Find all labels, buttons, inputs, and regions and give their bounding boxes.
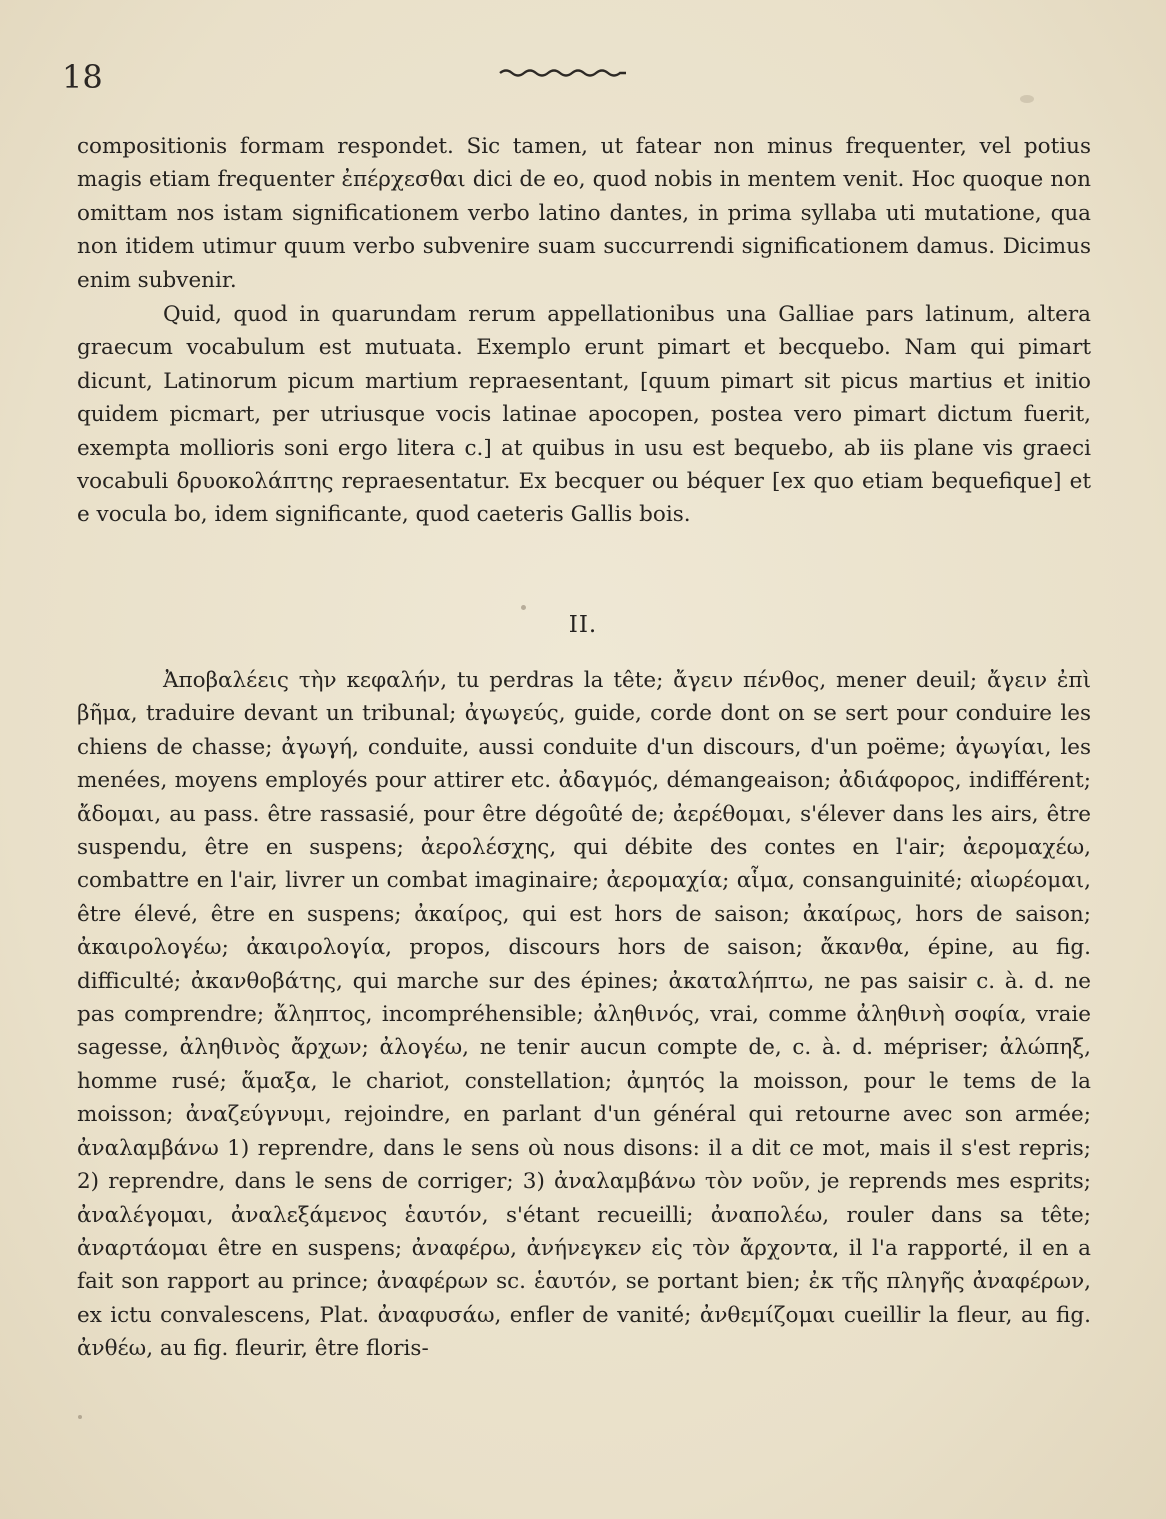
paragraph-3-text: Ἀποβαλέεις τὴν κεφαλήν, tu perdras la tête; ἄγειν πένθος, mener deuil; ἄγειν ἐπὶ βῆμα, traduire devant un tribunal; ἀγωγεύς, guide, corde dont on se sert pour conduire les chiens de chasse; ἀγωγή, conduite, aussi conduite d'un discours, d'un poëme; ἀγωγίαι, les menées, moyens employés pour attirer etc. ἀδαγμός, démangeaison; ἀδιάφορος, indifférent; ἄδομαι, au pass. être rassasié, pour être dégoûté de; ἀερέθομαι, s'élever dans les airs, être suspendu, être en suspens; ἀερολέσχης, qui débite des contes en l'air; ἀερομαχέω, combattre en l'air, livrer un combat imaginaire; ἀερομαχία; αἷμα, consanguinité; αἰωρέομαι, être élevé, être en suspens; ἀκαίρος, qui est hors de saison; ἀκαίρως, hors de saison; ἀκαιρολογέω; ἀκαιρολογία, propos, discours hors de saison; ἄκανθα, épine, au fig. difficulté; ἀκανθοβάτης, qui marche sur des épines; ἀκαταλήπτω, ne pas saisir c. à. d. ne pas comprendre; ἄληπτος, incompréhensible; ἀληθινός, vrai, comme ἀληθινὴ σοφία, vraie sagesse, ἀληθινὸς ἄρχων; ἀλογέω, ne tenir aucun compte de, c. à. d. mépriser; ἀλώπηξ, homme rusé; ἅμαξα, le chariot, constellation; ἀμητός la moisson, pour le tems de la moisson; ἀναζεύγνυμι, rejoindre, en parlant d'un général qui retourne avec son armée; ἀναλαμβάνω 1) reprendre, dans le sens où nous disons: il a dit ce mot, mais il s'est repris; 2) reprendre, dans le sens de corriger; 3) ἀναλαμβάνω τὸν νοῦν, je reprends mes esprits; ἀναλέγομαι, ἀναλεξάμενος ἑαυτόν, s'étant recueilli; ἀναπολέω, rouler dans sa tête; ἀναρτάομαι être en suspens; ἀναφέρω, ἀνήνεγκεν εἰς τὸν ἄρχοντα, il l'a rapporté, il en a fait son rapport au prince; ἀναφέρων sc. ἑαυτόν, se portant bien; ἐκ τῆς πληγῆς ἀναφέρων, ex ictu convalescens, Plat. ἀναφυσάω, enfler de vanité; ἀνθεμίζομαι cueillir la fleur, au fig. ἀνθέω, au fig. fleurir, être floris-	[77, 668, 1091, 1362]
paper-speck	[1020, 95, 1034, 103]
paragraph-latin-2	[77, 298, 1091, 532]
paper-speck	[78, 1415, 82, 1419]
paragraph-2-text: Quid, quod in quarundam rerum appellationibus una Galliae pars latinum, altera graecum vocabulum est mutuata. Exemplo erunt pimart et becquebo. Nam qui pimart dicunt, Latinorum picum martium repraesentant, [quum pimart sit picus martius et initio quidem picmart, per utriusque vocis latinae apocopen, postea vero pimart dictum fuerit, exempta mollioris soni ergo litera c.] at quibus in usu est bequebo, ab iis plane vis graeci vocabuli δρυοκολάπτης repraesentatur. Ex becquer ou béquer [ex quo etiam bequefique] et e vocula bo, idem significante, quod caeteris Gallis bois.	[77, 302, 1091, 528]
paragraph-glossary	[77, 664, 1091, 1366]
section-heading: II.	[568, 612, 598, 638]
ornamental-rule	[498, 66, 628, 78]
paragraph-1-text: compositionis formam respondet. Sic tamen, ut fatear non minus frequenter, vel potius magis etiam frequenter ἐπέρχεσθαι dici de eo, quod nobis in mentem venit. Hoc quoque non omittam nos istam significationem verbo latino dantes, in prima syllaba uti mutatione, qua non itidem utimur quum verbo subvenire suam succurrendi significationem damus. Dicimus enim subvenir.	[77, 134, 1091, 293]
paper-speck	[521, 605, 526, 610]
page-number: 18	[62, 58, 103, 96]
paragraph-latin-1	[77, 130, 1091, 297]
